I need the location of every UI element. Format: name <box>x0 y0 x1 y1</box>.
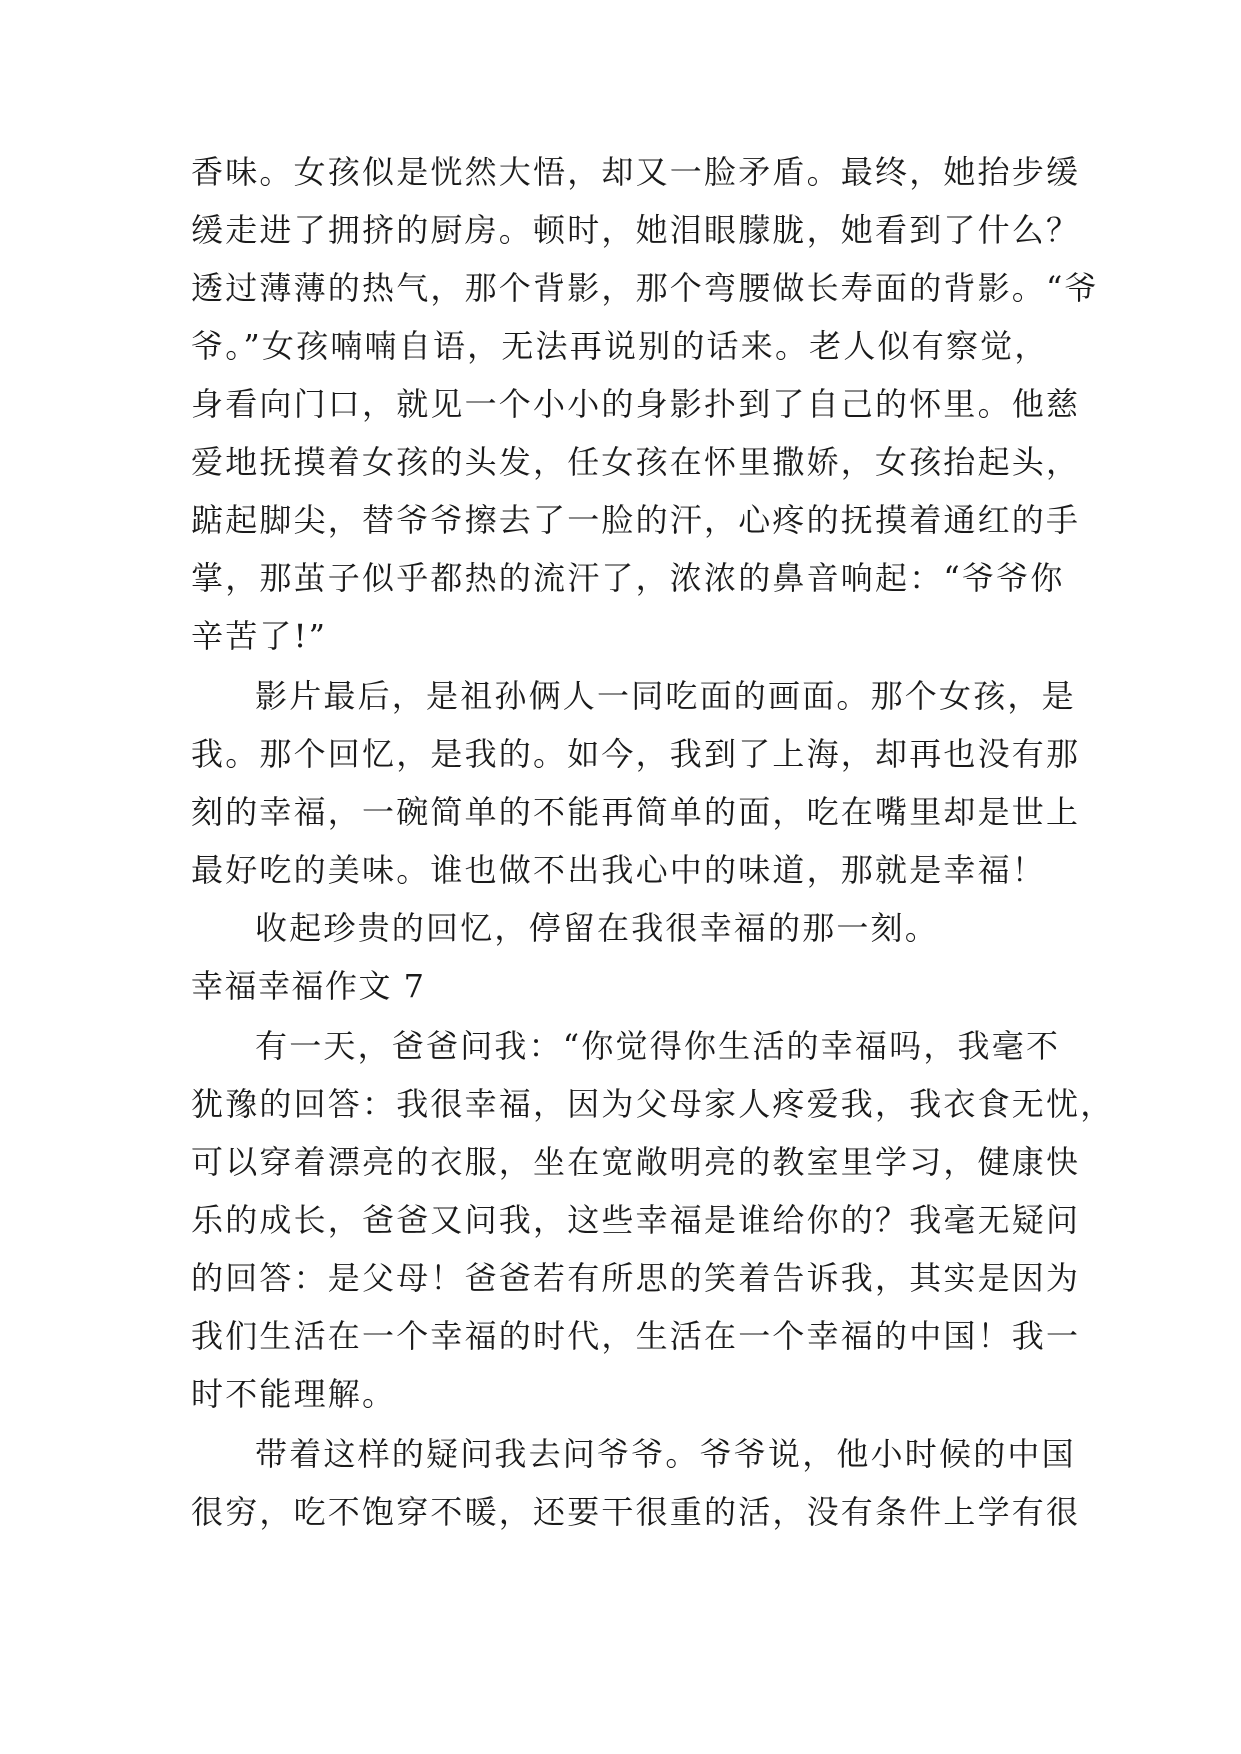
paragraph-first-line: 带着这样的疑问我去问爷爷。爷爷说，他小时候的中国 <box>255 1435 1076 1473</box>
paragraph-first-line: 影片最后，是祖孙俩人一同吃面的画面。那个女孩，是 <box>255 677 1076 715</box>
paragraph-first-line: 收起珍贵的回忆，停留在我很幸福的那一刻。 <box>255 909 940 947</box>
text-line: 辛苦了!” <box>191 617 328 655</box>
text-line: 很穷，吃不饱穿不暖，还要干很重的活，没有条件上学有很 <box>191 1493 1081 1531</box>
text-line: 缓走进了拥挤的厨房。顿时，她泪眼朦胧，她看到了什么？ <box>191 211 1081 249</box>
text-line: 最好吃的美味。谁也做不出我心中的味道，那就是幸福！ <box>191 851 1047 889</box>
text-line: 我。那个回忆，是我的。如今，我到了上海，却再也没有那 <box>191 735 1081 773</box>
text-line: 爱地抚摸着女孩的头发，任女孩在怀里撒娇，女孩抬起头， <box>191 443 1081 481</box>
text-line: 掌，那茧子似乎都热的流汗了，浓浓的鼻音响起：“爷爷你 <box>191 559 1065 597</box>
text-line: 的回答：是父母！爸爸若有所思的笑着告诉我，其实是因为 <box>191 1259 1081 1297</box>
text-line: 犹豫的回答：我很幸福，因为父母家人疼爱我，我衣食无忧， <box>191 1085 1115 1123</box>
paragraph-first-line: 有一天，爸爸问我：“你觉得你生活的幸福吗，我毫不 <box>255 1027 1061 1065</box>
text-line: 我们生活在一个幸福的时代，生活在一个幸福的中国！我一 <box>191 1317 1081 1355</box>
text-line: 身看向门口，就见一个小小的身影扑到了自己的怀里。他慈 <box>191 385 1081 423</box>
text-line: 香味。女孩似是恍然大悟，却又一脸矛盾。最终，她抬步缓 <box>191 153 1081 191</box>
section-heading: 幸福幸福作文 7 <box>191 967 426 1005</box>
text-line: 爷。”女孩喃喃自语，无法再说别的话来。老人似有察觉， <box>191 327 1049 365</box>
text-line: 透过薄薄的热气，那个背影，那个弯腰做长寿面的背影。“爷 <box>191 269 1099 307</box>
text-line: 可以穿着漂亮的衣服，坐在宽敞明亮的教室里学习，健康快 <box>191 1143 1081 1181</box>
text-line: 刻的幸福，一碗简单的不能再简单的面，吃在嘴里却是世上 <box>191 793 1081 831</box>
text-line: 踮起脚尖，替爷爷擦去了一脸的汗，心疼的抚摸着通红的手 <box>191 501 1081 539</box>
text-line: 乐的成长，爸爸又问我，这些幸福是谁给你的？我毫无疑问 <box>191 1201 1081 1239</box>
text-line: 时不能理解。 <box>191 1375 397 1413</box>
